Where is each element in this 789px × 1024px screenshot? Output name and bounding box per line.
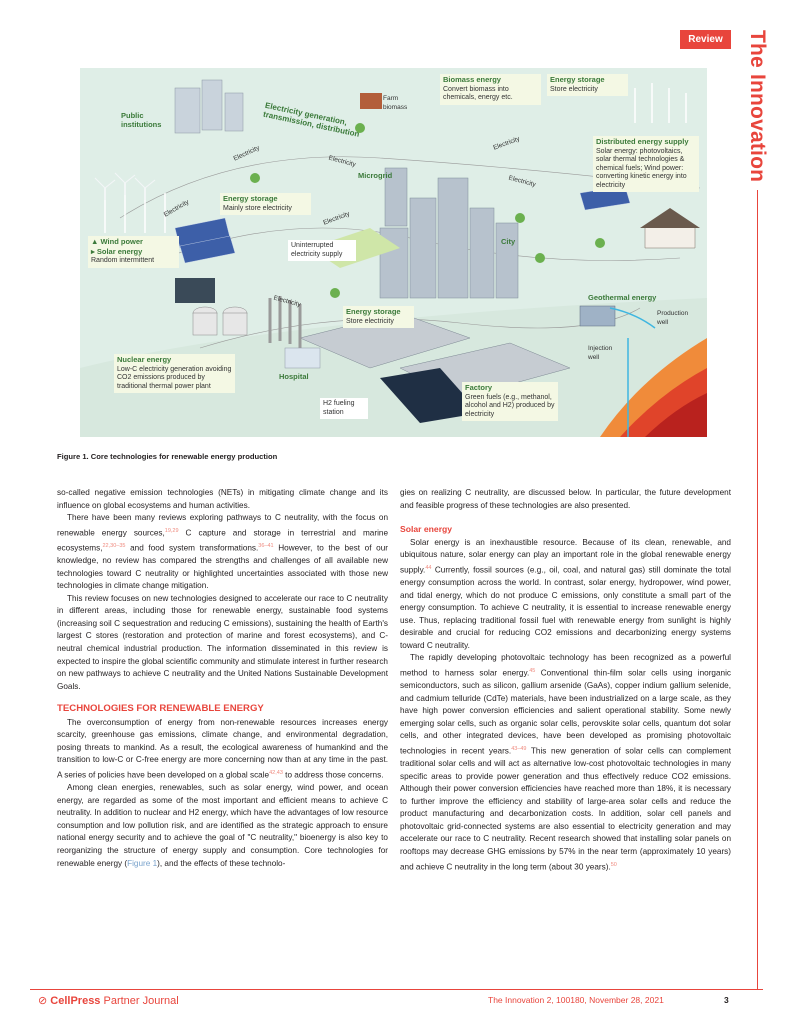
label-wind-solar: ▲ Wind power ▸ Solar energy Random intermittent [88, 236, 179, 268]
review-badge: Review [680, 30, 731, 49]
citation[interactable]: 44 [425, 564, 432, 571]
citation[interactable]: 36–41 [258, 542, 274, 549]
label-distributed-energy: Distributed energy supply Solar energy: photovoltaics, solar thermal technologies & chemical fuels; Wind power: converting kinetic energy into electricity [593, 136, 699, 192]
label-geothermal: Geothermal energy [588, 293, 657, 302]
page-number: 3 [724, 995, 729, 1005]
paragraph: Solar energy is an inexhaustible resource. Because of its clean, renewable, and ubiquitous nature, solar energy can play an important role in the global renewable energy supply.$^{44}$ Currently, fossil sources (e.g., oil, coal, and natural gas) still dominate the total energy consumption across the world. In contrast, solar energy, hydropower, wind power, and tidal energy, which do not produce C emissions, only constitute a small part of the energy consumption. To achieve C neutrality, it is essential to increase renewable energy use. Thus, replacing traditional fossil fuel with renewable energy from sunlight is highly desirable and crucial for reducing CO2 emissions and decarbonizing energy systems toward C neutrality. [400, 537, 731, 650]
footer-rule [30, 989, 763, 990]
label-electricity: Electricity [322, 210, 351, 227]
label-biomass-energy: Biomass energy Convert biomass into chemicals, energy etc. [440, 74, 541, 105]
citation[interactable]: 43–49 [511, 745, 527, 752]
cellpress-logo-icon: ⊘ [38, 995, 48, 1007]
label-h2-station: H2 fueling station [320, 398, 368, 419]
citation[interactable]: 22,30–35 [102, 542, 126, 549]
citation[interactable]: 45 [529, 667, 536, 674]
figure-1-illustration [80, 68, 707, 437]
label-energy-storage-top: Energy storage Store electricity [547, 74, 628, 96]
left-column [57, 487, 388, 870]
paragraph: gies on realizing C neutrality, are discussed below. In particular, the future development and feasible progress of these technologies are also presented. [400, 488, 731, 510]
section-heading: TECHNOLOGIES FOR RENEWABLE ENERGY [57, 703, 264, 715]
label-electricity: Electricity [327, 154, 357, 169]
label-microgrid: Microgrid [358, 171, 393, 180]
label-public-institutions: Public institutions [121, 111, 162, 129]
label-farm-biomass: Farm biomass [383, 95, 408, 111]
paragraph: Among clean energies, renewables, such as solar energy, wind power, and ocean energy, are regarded as some of the most important and efficient means to achieve C neutrality. In addition to nuclear and H2 energy, which have the advantages of low resource consumption and low pollution risk, and are identified as the strategic approach to ensure national energy security and to achieve the goal of "C neutrality," bioenergy is also key to reorganizing the structure of energy supply and consumption. Core technologies for renewable energy (Figure 1), and the effects of these technolo- [57, 783, 388, 868]
paragraph: The rapidly developing photovoltaic technology has been recognized as a powerful method to harness solar energy.$^{45}$ Conventional thin-film solar cells using inorganic semiconductors, such as silicon, gallium arsenide (GaAs), copper indium gallium selenide, and cadmium telluride (CdTe) materials, have been industrialized on a large scale, as they have high power conversion efficiencies and salient operational stability. Some newly emerging solar cells, such as organic solar cells, perovskite solar cells, quantum dot solar cells, and other integrated devices, have been developed as promising photovoltaic technologies in recent years.$^{43-49}$ This new generation of solar cells can complement traditional solar cells and will act as alternative low-cost photovoltaic technologies in many specific areas to provide power generation and thus effectively reduce CO2 emissions. Although their power conversion efficiencies have reached more than 18%, it is necessary to further improve the efficiency and stability of large-area solar cells and reduce the product manufacturing and decarbonization costs. In addition, solar cell panels and photovoltaic grid-connected systems are also essential to electricity generation and may accelerate our race to C neutrality. Recent research showed that installing solar panels on rooftops may decrease GHG emissions by 57% in the near term (approximately 10 years) and achieve C neutrality in the long term (about 30 years).$^{50}$ [400, 653, 732, 872]
label-energy-storage-left: Energy storage Mainly store electricity [220, 193, 311, 215]
figure-link[interactable]: Figure 1 [127, 858, 158, 868]
citation[interactable]: 42,43 [269, 769, 283, 776]
citation[interactable]: 50 [610, 861, 617, 868]
label-factory: Factory Green fuels (e.g., methanol, alcohol and H2) produced by electricity [462, 382, 558, 421]
label-ups: Uninterrupted electricity supply [288, 240, 356, 261]
label-production-well: Production well [657, 310, 689, 326]
journal-title-vertical: The Innovation [746, 30, 769, 183]
label-nuclear-energy: Nuclear energy Low-C electricity generation avoiding CO2 emissions produced by traditional thermal power plant [114, 354, 235, 393]
label-electricity: Electricity [272, 294, 302, 309]
label-electricity-generation: Electricity generation, transmission, distribution [262, 100, 361, 139]
label-city: City [501, 237, 516, 246]
label-electricity: Electricity [162, 198, 191, 219]
paragraph: so-called negative emission technologies (NETs) in mitigating climate change and its influence on global ecosystems and human activities. [57, 488, 388, 510]
margin-rule [757, 190, 758, 990]
paragraph: This review focuses on new technologies designed to accelerate our race to C neutrality in different areas, including those for renewable energy, sustainable food systems (increasing soil C sequestration and reducing C emissions), sustaining the health of Earth's largest C stores (restoration and protection of marine and forest ecosystems), and C-neutral chemical industrial production. The information disseminated in this review is expected to inspire the global scientific community and stimulate interest in further research on new pathways to achieve C neutrality and the United Nations Sustainable Development Goals. [57, 593, 388, 691]
label-energy-storage-mid: Energy storage Store electricity [343, 306, 414, 328]
right-column [400, 487, 731, 874]
label-electricity: Electricity [232, 144, 261, 163]
label-hospital: Hospital [279, 372, 309, 381]
label-injection-well: Injection well [588, 345, 613, 361]
label-electricity: Electricity [507, 174, 537, 189]
subsection-heading: Solar energy [400, 524, 453, 535]
paragraph: The overconsumption of energy from non-renewable resources increases energy scarcity, greenhouse gas emissions, climate change, and environmental degradation, posing threats to mankind. As a result, the ecological awareness of humankind and the transition to low-C or C-free energy are more concerning now than at any time in the past. A series of policies have been developed on a global scale$^{42,43}$ to address those concerns. [57, 717, 388, 780]
citation[interactable]: 19,29 [164, 527, 179, 534]
label-electricity: Electricity [492, 135, 521, 152]
figure-caption: Figure 1. Core technologies for renewable energy production [57, 452, 278, 461]
paragraph: There have been many reviews exploring pathways to C neutrality, with the focus on renewable energy sources,$^{19,29}$ C capture and storage in terrestrial and marine ecosystems,$^{22,30-35}$ and food system transformations.$^{36-41}$ However, to the best of our knowledge, no review has compared the strengths and challenges of all available new technologies toward C neutrality or highlighted uncertainties associated with those new technologies in climate change mitigation. [57, 513, 388, 591]
footer-brand: ⊘ CellPress Partner Journal [38, 995, 179, 1007]
footer-citation: The Innovation 2, 100180, November 28, 2021 [488, 995, 664, 1005]
